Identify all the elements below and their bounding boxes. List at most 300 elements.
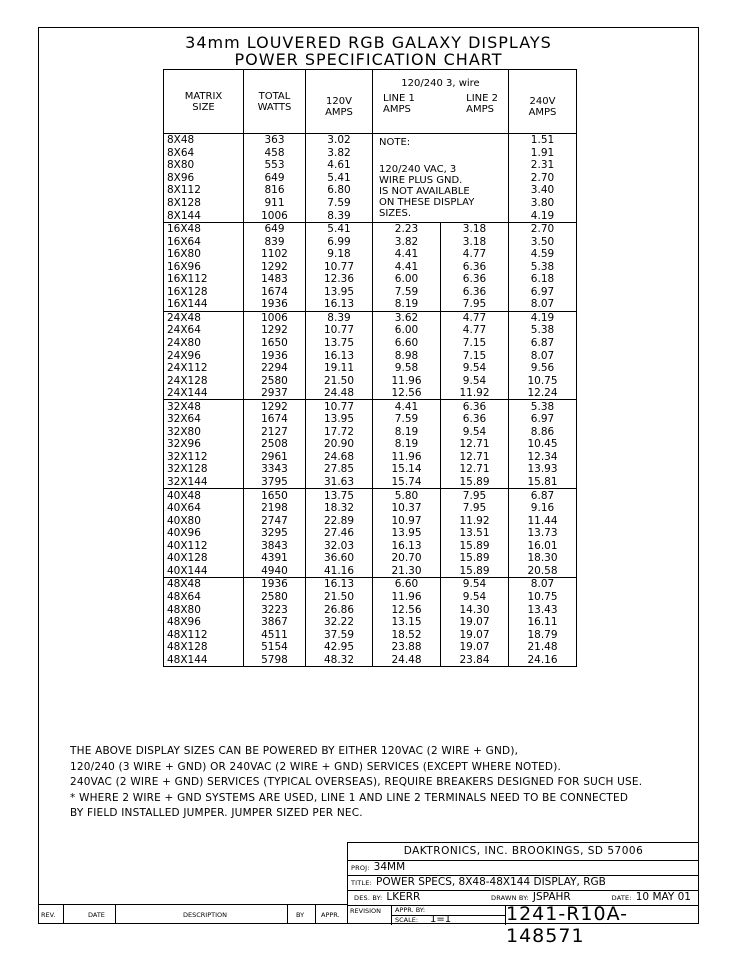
- table-cell: 26.86: [306, 603, 373, 616]
- table-cell: 23.84: [441, 653, 509, 666]
- table-cell: 37.59: [306, 628, 373, 641]
- table-row: [164, 362, 577, 375]
- table-cell: 10.75: [509, 374, 577, 387]
- table-cell: 21.30: [373, 565, 441, 578]
- table-cell: 32.22: [306, 616, 373, 629]
- table-cell: 24X80: [164, 337, 244, 350]
- table-row: [164, 578, 577, 591]
- by-column: BY: [296, 911, 305, 919]
- table-cell: 13.75: [306, 337, 373, 350]
- table-row: [164, 527, 577, 540]
- table-cell: 16X128: [164, 286, 244, 299]
- table-cell: 48X144: [164, 653, 244, 666]
- table-row: [164, 540, 577, 553]
- table-cell: 10.77: [306, 400, 373, 413]
- designer-label: DES. BY:: [354, 894, 383, 902]
- header-120v-line2: AMPS: [325, 106, 353, 118]
- table-cell: 2580: [244, 374, 306, 387]
- table-cell: 6.18: [509, 273, 577, 286]
- table-cell: 6.00: [373, 273, 441, 286]
- table-cell: 9.58: [373, 362, 441, 375]
- table-row: [164, 603, 577, 616]
- table-cell: 1292: [244, 400, 306, 413]
- table-row: [164, 349, 577, 362]
- table-cell: 16.13: [306, 349, 373, 362]
- table-cell: 32X128: [164, 463, 244, 476]
- table-cell: 8X96: [164, 172, 244, 185]
- table-row: [164, 653, 577, 666]
- table-cell: 32X80: [164, 426, 244, 439]
- table-cell: 3223: [244, 603, 306, 616]
- table-cell: 9.54: [441, 374, 509, 387]
- table-cell: 9.54: [441, 426, 509, 439]
- table-cell: 40X144: [164, 565, 244, 578]
- table-cell: 7.59: [306, 197, 373, 210]
- table-cell: 21.50: [306, 374, 373, 387]
- table-cell: 13.95: [373, 527, 441, 540]
- table-cell: 24X96: [164, 349, 244, 362]
- table-cell: 16X64: [164, 235, 244, 248]
- table-cell: 4.41: [373, 260, 441, 273]
- header-line1-amps: [383, 93, 415, 115]
- table-cell: 15.74: [373, 476, 441, 489]
- table-cell: 7.95: [441, 489, 509, 502]
- table-cell: 3.82: [306, 147, 373, 160]
- table-cell: 24X144: [164, 387, 244, 400]
- table-cell: 9.16: [509, 502, 577, 515]
- table-cell: 11.96: [373, 451, 441, 464]
- table-row: [164, 387, 577, 400]
- table-cell: 7.59: [373, 286, 441, 299]
- table-cell: 3843: [244, 540, 306, 553]
- table-cell: 8.19: [373, 298, 441, 311]
- table-cell: 27.46: [306, 527, 373, 540]
- table-cell: 5.38: [509, 400, 577, 413]
- table-cell: 2580: [244, 591, 306, 604]
- table-cell: 3.02: [306, 134, 373, 147]
- table-cell: 4.59: [509, 248, 577, 261]
- table-cell: 4.19: [509, 311, 577, 324]
- table-cell: 4.77: [441, 324, 509, 337]
- table-cell: 12.56: [373, 603, 441, 616]
- table-cell: 13.95: [306, 413, 373, 426]
- table-row: [164, 337, 577, 350]
- table-row: [164, 273, 577, 286]
- table-cell: 4.61: [306, 159, 373, 172]
- header-matrix-line1: MATRIX: [184, 90, 223, 102]
- table-cell: 6.87: [509, 337, 577, 350]
- table-cell: 11.92: [441, 514, 509, 527]
- header-line1-unit: AMPS: [383, 104, 411, 115]
- table-cell: 36.60: [306, 552, 373, 565]
- table-cell: 12.34: [509, 451, 577, 464]
- revision-label: REVISION: [348, 905, 392, 925]
- table-cell: 3.18: [441, 222, 509, 235]
- header-watts-line1: TOTAL: [258, 90, 291, 102]
- title-value: POWER SPECS, 8X48-48X144 DISPLAY, RGB: [375, 876, 606, 888]
- table-cell: 2937: [244, 387, 306, 400]
- table-cell: 6.97: [509, 286, 577, 299]
- table-cell: 7.59: [373, 413, 441, 426]
- table-cell: 4391: [244, 552, 306, 565]
- table-cell: 458: [244, 147, 306, 160]
- table-row: [164, 209, 577, 222]
- table-cell: 9.54: [441, 362, 509, 375]
- drawing-number: 1241-R10A-148571: [506, 903, 629, 947]
- table-cell: 18.52: [373, 628, 441, 641]
- table-cell: 40X64: [164, 502, 244, 515]
- table-cell: 10.37: [373, 502, 441, 515]
- table-cell: 6.36: [441, 260, 509, 273]
- footer-notes: [70, 744, 690, 822]
- table-cell: 8X144: [164, 209, 244, 222]
- table-cell: 1650: [244, 337, 306, 350]
- table-cell: 21.48: [509, 641, 577, 654]
- table-cell: 16.13: [306, 298, 373, 311]
- table-row: [164, 565, 577, 578]
- table-cell: 40X96: [164, 527, 244, 540]
- table-cell: 5.41: [306, 172, 373, 185]
- table-row: [164, 324, 577, 337]
- table-cell: 24.16: [509, 653, 577, 666]
- header-three-wire-label: 120/240 3, wire: [401, 78, 480, 89]
- table-cell: 8X48: [164, 134, 244, 147]
- table-cell: 16.13: [306, 578, 373, 591]
- table-cell: 1674: [244, 286, 306, 299]
- table-cell: 2198: [244, 502, 306, 515]
- table-cell: 48X128: [164, 641, 244, 654]
- table-cell: 18.32: [306, 502, 373, 515]
- table-cell: 2747: [244, 514, 306, 527]
- table-cell: 20.58: [509, 565, 577, 578]
- drawn-label: DRAWN BY:: [491, 894, 529, 902]
- table-cell: 8X112: [164, 184, 244, 197]
- table-cell: 11.44: [509, 514, 577, 527]
- table-cell: 48.32: [306, 653, 373, 666]
- table-cell: 8.19: [373, 438, 441, 451]
- table-cell: 27.85: [306, 463, 373, 476]
- table-cell: 32.03: [306, 540, 373, 553]
- table-row: [164, 400, 577, 413]
- table-cell: 20.70: [373, 552, 441, 565]
- note-line: 120/240 VAC, 3: [379, 164, 457, 175]
- table-cell: 16X48: [164, 222, 244, 235]
- table-row: [164, 426, 577, 439]
- table-cell: 16X144: [164, 298, 244, 311]
- table-cell: 1.91: [509, 147, 577, 160]
- table-row: [164, 616, 577, 629]
- table-cell: 1006: [244, 209, 306, 222]
- table-cell: 1292: [244, 324, 306, 337]
- table-cell: 3343: [244, 463, 306, 476]
- table-cell: 911: [244, 197, 306, 210]
- table-cell: 40X80: [164, 514, 244, 527]
- table-cell: 2.31: [509, 159, 577, 172]
- table-cell: 8.86: [509, 426, 577, 439]
- table-row: [164, 476, 577, 489]
- table-cell: 1650: [244, 489, 306, 502]
- footer-line: 120/240 (3 WIRE + GND) OR 240VAC (2 WIRE + GND) SERVICES (EXCEPT WHERE NOTED).: [70, 760, 562, 773]
- table-row: [164, 489, 577, 502]
- table-cell: 8.98: [373, 349, 441, 362]
- table-cell: 48X96: [164, 616, 244, 629]
- table-cell: 48X112: [164, 628, 244, 641]
- table-cell: 5154: [244, 641, 306, 654]
- table-cell: 2127: [244, 426, 306, 439]
- table-row: [164, 451, 577, 464]
- power-spec-table: [163, 69, 577, 667]
- table-header-row: [164, 70, 577, 134]
- table-cell: 16.13: [373, 540, 441, 553]
- table-cell: 19.07: [441, 641, 509, 654]
- table-row: [164, 413, 577, 426]
- table-cell: 3795: [244, 476, 306, 489]
- table-cell: 12.24: [509, 387, 577, 400]
- table-cell: 2508: [244, 438, 306, 451]
- table-cell: 6.87: [509, 489, 577, 502]
- table-cell: 7.15: [441, 349, 509, 362]
- table-cell: 40X48: [164, 489, 244, 502]
- table-row: [164, 374, 577, 387]
- table-cell: 8.07: [509, 349, 577, 362]
- table-cell: 8X80: [164, 159, 244, 172]
- table-cell: 1102: [244, 248, 306, 261]
- table-cell: 24X112: [164, 362, 244, 375]
- table-cell: 42.95: [306, 641, 373, 654]
- note-line: IS NOT AVAILABLE: [379, 186, 470, 197]
- table-row: [164, 222, 577, 235]
- table-body: [164, 134, 577, 667]
- table-cell: 32X64: [164, 413, 244, 426]
- table-cell: 3.18: [441, 235, 509, 248]
- chart-title: 34mm LOUVERED RGB GALAXY DISPLAYS: [185, 33, 552, 52]
- table-cell: 17.72: [306, 426, 373, 439]
- header-line2-text: LINE 2: [466, 93, 498, 104]
- rev-column: REV.: [41, 911, 56, 919]
- table-row: [164, 260, 577, 273]
- header-240v-line1: 240V: [529, 95, 556, 107]
- table-cell: 3.40: [509, 184, 577, 197]
- table-cell: 6.60: [373, 337, 441, 350]
- table-cell: 13.93: [509, 463, 577, 476]
- scale-field: [392, 915, 506, 925]
- table-row: [164, 591, 577, 604]
- table-cell: 12.56: [373, 387, 441, 400]
- table-cell: 1.51: [509, 134, 577, 147]
- table-cell: 12.71: [441, 463, 509, 476]
- table-cell: 6.99: [306, 235, 373, 248]
- header-matrix-size: [164, 70, 244, 134]
- table-cell: 13.95: [306, 286, 373, 299]
- table-row: [164, 235, 577, 248]
- note-cell: [373, 134, 509, 223]
- scale-label: SCALE:: [395, 916, 419, 924]
- table-row: [164, 463, 577, 476]
- note-line: WIRE PLUS GND.: [379, 175, 463, 186]
- table-cell: 4.19: [509, 209, 577, 222]
- note-line: ON THESE DISPLAY: [379, 197, 475, 208]
- company-line: DAKTRONICS, INC. BROOKINGS, SD 57006: [348, 843, 699, 861]
- table-cell: 22.89: [306, 514, 373, 527]
- table-cell: 839: [244, 235, 306, 248]
- header-120v-amps: [306, 70, 373, 134]
- table-cell: 2.70: [509, 222, 577, 235]
- header-matrix-line2: SIZE: [192, 101, 215, 113]
- footer-line: 240VAC (2 WIRE + GND) SERVICES (TYPICAL OVERSEAS), REQUIRE BREAKERS DESIGNED FOR SUCH USE.: [70, 776, 643, 788]
- table-cell: 13.75: [306, 489, 373, 502]
- table-cell: 4940: [244, 565, 306, 578]
- table-cell: 8X128: [164, 197, 244, 210]
- table-cell: 21.50: [306, 591, 373, 604]
- project-value: 34MM: [373, 861, 406, 873]
- scale-value: 1=1: [430, 914, 452, 925]
- project-label: PROJ:: [351, 864, 370, 872]
- header-line2-amps: [466, 93, 498, 115]
- table-cell: 4.41: [373, 248, 441, 261]
- chart-subtitle: POWER SPECIFICATION CHART: [234, 50, 503, 69]
- table-row: [164, 184, 577, 197]
- table-cell: 1006: [244, 311, 306, 324]
- table-cell: 3867: [244, 616, 306, 629]
- table-cell: 8.07: [509, 298, 577, 311]
- table-cell: 32X48: [164, 400, 244, 413]
- table-cell: 13.73: [509, 527, 577, 540]
- table-cell: 3.50: [509, 235, 577, 248]
- table-cell: 8.39: [306, 311, 373, 324]
- table-cell: 10.97: [373, 514, 441, 527]
- table-cell: 363: [244, 134, 306, 147]
- table-cell: 4.77: [441, 248, 509, 261]
- table-cell: 32X144: [164, 476, 244, 489]
- table-cell: 5.41: [306, 222, 373, 235]
- revision-area: [348, 903, 699, 947]
- table-cell: 16.01: [509, 540, 577, 553]
- header-240v-line2: AMPS: [528, 106, 557, 118]
- table-cell: 2.23: [373, 222, 441, 235]
- table-cell: 11.96: [373, 591, 441, 604]
- table-cell: 15.89: [441, 552, 509, 565]
- table-row: [164, 502, 577, 515]
- table-cell: 13.43: [509, 603, 577, 616]
- approved-label: APPR. BY:: [395, 906, 426, 914]
- table-cell: 19.11: [306, 362, 373, 375]
- table-cell: 9.18: [306, 248, 373, 261]
- table-row: [164, 311, 577, 324]
- table-cell: 1936: [244, 298, 306, 311]
- header-120v-line1: 120V: [326, 95, 352, 107]
- table-row: [164, 147, 577, 160]
- table-cell: 6.97: [509, 413, 577, 426]
- table-cell: 3.82: [373, 235, 441, 248]
- table-cell: 18.79: [509, 628, 577, 641]
- table-cell: 6.60: [373, 578, 441, 591]
- table-cell: 18.30: [509, 552, 577, 565]
- table-cell: 19.07: [441, 628, 509, 641]
- table-cell: 8.07: [509, 578, 577, 591]
- title-label: TITLE:: [351, 879, 372, 887]
- table-cell: 10.77: [306, 260, 373, 273]
- table-cell: 24X128: [164, 374, 244, 387]
- note-line: SIZES.: [379, 208, 411, 219]
- title-block: [347, 842, 699, 947]
- table-row: [164, 172, 577, 185]
- table-cell: 553: [244, 159, 306, 172]
- table-cell: 12.36: [306, 273, 373, 286]
- title-row: [348, 875, 699, 891]
- table-cell: 24.48: [373, 653, 441, 666]
- table-cell: 15.89: [441, 476, 509, 489]
- revision-history-header: [38, 904, 347, 924]
- table-cell: 48X80: [164, 603, 244, 616]
- table-cell: 5.38: [509, 324, 577, 337]
- table-cell: 1483: [244, 273, 306, 286]
- description-column: DESCRIPTION: [183, 911, 227, 919]
- table-cell: 1292: [244, 260, 306, 273]
- table-cell: 8.39: [306, 209, 373, 222]
- table-cell: 10.45: [509, 438, 577, 451]
- table-cell: 2294: [244, 362, 306, 375]
- table-cell: 16X112: [164, 273, 244, 286]
- project-row: [348, 860, 699, 876]
- date-value: 10 MAY 01: [635, 891, 691, 903]
- table-cell: 1674: [244, 413, 306, 426]
- note-label: NOTE:: [379, 137, 411, 148]
- table-cell: 15.89: [441, 565, 509, 578]
- table-cell: 12.71: [441, 438, 509, 451]
- table-cell: 9.54: [441, 578, 509, 591]
- table-cell: 7.95: [441, 298, 509, 311]
- table-cell: 8.19: [373, 426, 441, 439]
- table-cell: 24X64: [164, 324, 244, 337]
- footer-line: * WHERE 2 WIRE + GND SYSTEMS ARE USED, LINE 1 AND LINE 2 TERMINALS NEED TO BE CONNECTED: [70, 791, 629, 804]
- table-cell: 31.63: [306, 476, 373, 489]
- table-cell: 2961: [244, 451, 306, 464]
- table-cell: 2.70: [509, 172, 577, 185]
- table-cell: 41.16: [306, 565, 373, 578]
- table-cell: 5.80: [373, 489, 441, 502]
- table-cell: 40X128: [164, 552, 244, 565]
- table-cell: 10.77: [306, 324, 373, 337]
- table-cell: 6.36: [441, 400, 509, 413]
- table-cell: 3295: [244, 527, 306, 540]
- table-row: [164, 552, 577, 565]
- table-cell: 24X48: [164, 311, 244, 324]
- table-cell: 14.30: [441, 603, 509, 616]
- table-cell: 6.00: [373, 324, 441, 337]
- table-cell: 649: [244, 222, 306, 235]
- table-row: [164, 628, 577, 641]
- table-cell: 23.88: [373, 641, 441, 654]
- table-cell: 16.11: [509, 616, 577, 629]
- table-cell: 3.80: [509, 197, 577, 210]
- table-cell: 13.51: [441, 527, 509, 540]
- table-cell: 32X112: [164, 451, 244, 464]
- table-cell: 24.48: [306, 387, 373, 400]
- date-column: DATE: [88, 911, 105, 919]
- table-cell: 19.07: [441, 616, 509, 629]
- drawn-value: JSPAHR: [532, 891, 571, 903]
- table-cell: 6.80: [306, 184, 373, 197]
- table-row: [164, 438, 577, 451]
- table-cell: 11.92: [441, 387, 509, 400]
- table-cell: 7.95: [441, 502, 509, 515]
- table-cell: 13.15: [373, 616, 441, 629]
- table-row: [164, 514, 577, 527]
- table-cell: 9.54: [441, 591, 509, 604]
- table-cell: 20.90: [306, 438, 373, 451]
- table-cell: 5.38: [509, 260, 577, 273]
- table-cell: 4.41: [373, 400, 441, 413]
